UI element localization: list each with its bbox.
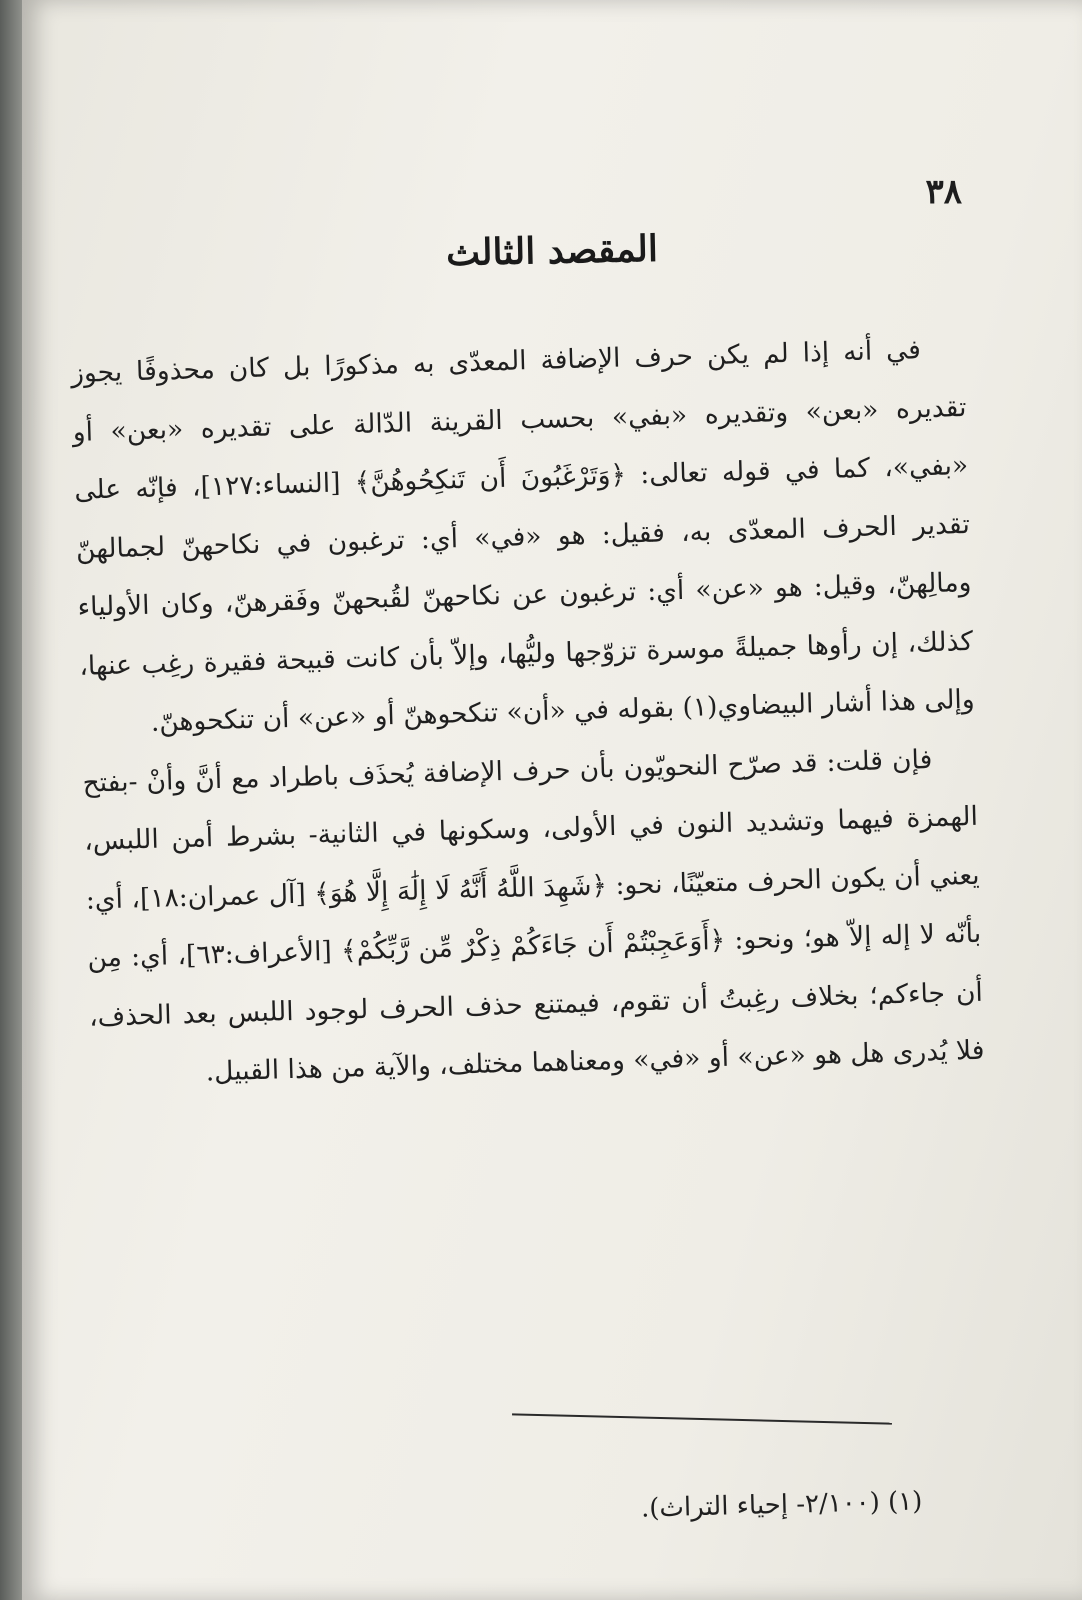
page-number: ٣٨ [925,172,962,212]
paragraph: فإن قلت: قد صرّح النحويّون بأن حرف الإضافة يُحذَف باطراد مع أنَّ وأنْ -بفتح الهمزة فيهما وتشديد النون في الأولى، وسكونها في الثانية- بشرط أمن اللبس، يعني أن يكون الحرف متعيّنًا، نحو: ﴿شَهِدَ اللَّهُ أَنَّهُ لَا إِلَٰهَ إِلَّا هُوَ﴾ [آل عمران:١٨]، أي: بأنّه لا إله إلاّ هو؛ ونحو: ﴿أَوَعَجِبْتُمْ أَن جَاءَكُمْ ذِكْرٌ مِّن رَّبِّكُمْ﴾ [الأعراف:٦٣]، أي: مِن أن جاءكم؛ بخلاف رغِبتُ أن تقوم، فيمتنع حذف الحرف لوجود اللبس بعد الحذف، فلا يُدرى هل هو «عن» أو «في» ومعناهما مختلف، والآية من هذا القبيل. [82,743,985,1088]
footnote-separator [512,1413,892,1424]
paragraph: في أنه إذا لم يكن حرف الإضافة المعدّى به مذكورًا بل كان محذوفًا يجوز تقديره «بعن» وتقديره «بفي» بحسب القرينة الدّالة على تقديره «بعن» أو «بفي»، كما في قوله تعالى: ﴿وَتَرْغَبُونَ أَن تَنكِحُوهُنَّ﴾ [النساء:١٢٧]، فإنّه على تقدير الحرف المعدّى به، فقيل: هو «في» أي: ترغبون في نكاحهنّ لجمالهنّ ومالِهنّ، وقيل: هو «عن» أي: ترغبون عن نكاحهنّ لقُبحهنّ وفَقرهنّ، وكان الأولياء كذلك، إن رأوها جميلةً موسرة تزوّجها وليُّها، وإلاّ بأن كانت قبيحة فقيرة رغِب عنها، وإلى هذا أشار البيضاوي(١) بقوله في «أن» تنكحوهنّ أو «عن» أن تنكحوهنّ. [70,334,976,738]
section-heading: المقصد الثالث [445,227,659,275]
book-page [22,0,1082,1600]
body-text [70,320,985,1105]
footnote: (١) (٢/١٠٠- إحياء التراث). [640,1486,923,1524]
